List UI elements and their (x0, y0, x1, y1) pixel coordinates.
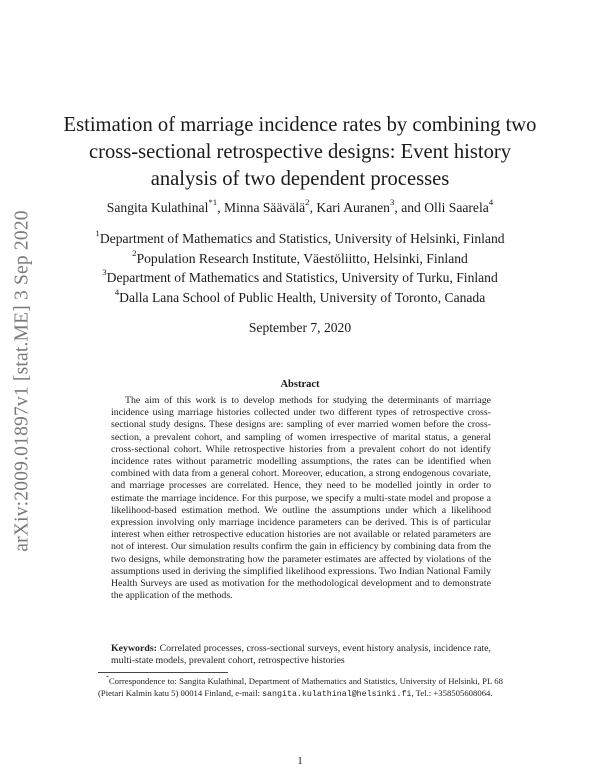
email-address: sangita.kulathinal@helsinki.fi (262, 689, 412, 699)
keywords-text: Correlated processes, cross-sectional surveys, event history analysis, incidence rate, multi-state models, prevalent cohort, retrospective histories (111, 643, 492, 667)
footnote-mark: * (106, 675, 109, 682)
abstract-text: The aim of this work is to develop methods for studying the determinants of marriage incidence using marriage histories collected under two different types of retrospective cross-sectional study designs. These designs are: sampling of ever married women before the cross-section, a prevalent cohort, and sampling of women irrespective of marital status, a general cross-sectional cohort. While retrospective histories from a prevalent cohort do not identify incidence rates without parametric modelling assumptions, the rates can be identified when combined with data from a general cohort. Moreover, education, a strong endogenous covariate, and marriage processes are correlated. Hence, they need to be modelled jointly in order to estimate the marriage incidence. For this purpose, we specify a multi-state model and propose a likelihood-based estimation method. We outline the assumptions under which a likelihood expression involving only marriage incidence parameters can be derived. This is of particular interest when either retrospective education histories are not available or related parameters are not of interest. Our simulation results confirm the gain in efficiency by combining data from the two designs, while demonstrating how the parameter estimates are affected by violations of the assumptions used in deriving the simplified likelihood expressions. Two Indian National Family Health Surveys are used as motivation for the methodological development and to demonstrate the application of the methods. (111, 395, 491, 602)
affiliation (40, 249, 560, 269)
affiliation (40, 268, 560, 288)
affiliation-mark: 2 (132, 247, 137, 258)
affiliation-text: Dalla Lana School of Public Health, University of Toronto, Canada (119, 289, 486, 305)
keywords-label: Keywords: (111, 643, 157, 654)
correspondence-footnote (98, 676, 503, 700)
author-separator: , and (394, 200, 425, 215)
footnote-text: Correspondence to: Sangita Kulathinal, Department of Mathematics and Statistics, University of Helsinki, PL 68 (Pietari Kalmin katu 5) 00014 Finland, e-mail: (98, 676, 503, 698)
paper-title: Estimation of marriage incidence rates by combining two cross-sectional retrospective designs: Event history analysis of two dependent processes (63, 114, 537, 190)
affiliation-text: Department of Mathematics and Statistics, University of Helsinki, Finland (99, 231, 505, 246)
author-name: Olli Saarela (424, 200, 489, 215)
affiliation-list (40, 229, 560, 307)
author-mark: 4 (488, 197, 494, 208)
abstract-heading: Abstract (280, 379, 320, 390)
keywords (111, 643, 491, 667)
page-number: 1 (297, 755, 303, 767)
affiliation-mark: 3 (102, 267, 107, 278)
arxiv-identifier-text: arXiv:2009.01897v1 [stat.ME] 3 Sep 2020 (12, 210, 33, 552)
author-name: Minna Säävälä (223, 200, 306, 215)
author-mark: *1 (208, 197, 218, 208)
affiliation-text: Department of Mathematics and Statistics, University of Turku, Finland (106, 270, 498, 285)
affiliation-text: Population Research Institute, Väestöliitto, Helsinki, Finland (136, 250, 468, 266)
author-mark: 3 (389, 197, 395, 208)
affiliation (40, 288, 560, 308)
footnote-rule (98, 672, 228, 673)
author-list (40, 197, 560, 216)
author-separator: , (309, 200, 317, 215)
affiliation-mark: 1 (95, 228, 100, 239)
affiliation (40, 229, 560, 249)
author-mark: 2 (305, 197, 310, 208)
author-separator: , (217, 200, 224, 215)
footnote-text-end: , Tel.: +358505608064. (411, 687, 493, 698)
author-name: Kari Auranen (316, 200, 390, 215)
affiliation-mark: 4 (114, 286, 120, 297)
publication-date: September 7, 2020 (248, 320, 352, 335)
author-name: Sangita Kulathinal (106, 200, 209, 215)
arxiv-identifier (6, 207, 40, 555)
